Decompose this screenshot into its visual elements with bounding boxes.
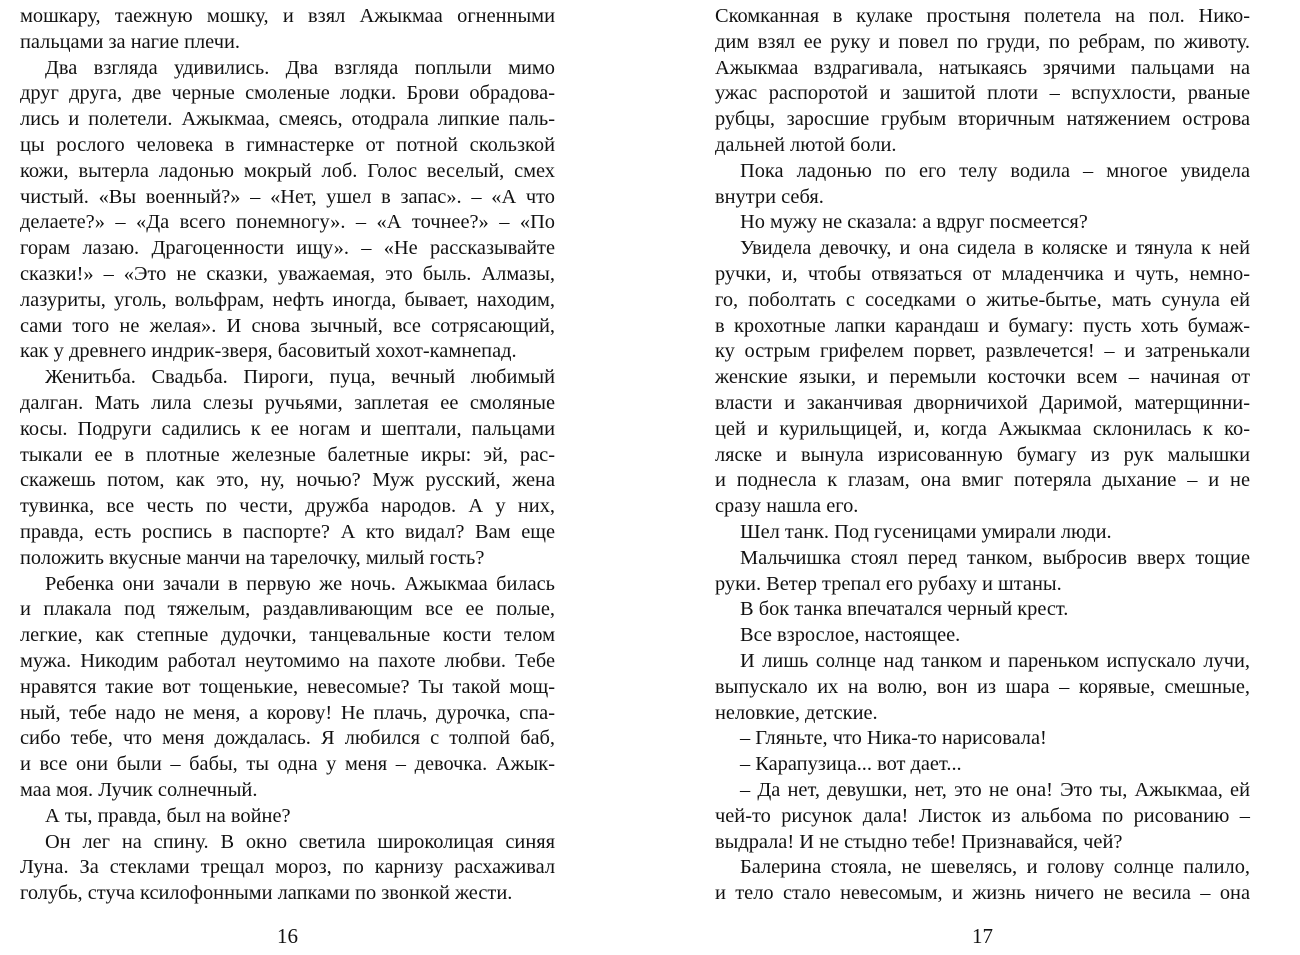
text-line: Скомканная в кулаке простыня полетела на пол. Нико- — [715, 5, 1250, 27]
text-line: Увидела девочку, и она сидела в коляске и тянула к ней — [740, 237, 1250, 260]
text-line: – Гляньте, что Ника-то нарисовала! — [740, 727, 1047, 750]
text-line: Но мужу не сказала: а вдруг посмеется? — [740, 211, 1088, 234]
text-line: Женитьба. Свадьба. Пироги, пуца, вечный любимый — [45, 366, 555, 389]
text-line: Он лег на спину. В окно светила широколицая синяя — [45, 830, 555, 853]
text-line: и поднесла к глазам, она вмиг потеряла дыхание – и не — [715, 469, 1250, 492]
text-line: Ажыкмаа вздрагивала, натыкаясь зрячими пальцами на — [715, 56, 1250, 79]
text-line: скажешь потом, как это, ну, ночью? Муж русский, жена — [20, 469, 555, 492]
text-line: сибо тебе, что меня дождалась. Я любился с толпой баб, — [20, 727, 555, 750]
text-line: Пока ладонью по его телу водила – многое увидела — [740, 159, 1250, 182]
text-line: руки. Ветер трепал его рубаху и штаны. — [715, 572, 1062, 595]
text-line: Луна. За стеклами трещал мороз, по карнизу расхаживал — [20, 856, 555, 879]
text-line: власти и заканчивая дворничихой Даримой, матерщинни- — [715, 391, 1250, 414]
text-line: далган. Мать лила слезы ручьями, заплетая ее смоляные — [20, 391, 555, 414]
text-line: цей и курильщицей, и, когда Ажыкмаа склонилась к ко- — [715, 417, 1250, 440]
text-line: делаете?» – «Да всего понемногу». – «А точнее?» – «По — [20, 211, 555, 234]
text-line: го, поболтать с соседками о житье-бытье, мать сунула ей — [715, 288, 1250, 311]
text-line: правда, есть роспись в паспорте? А кто видал? Вам еще — [20, 520, 555, 543]
left-page — [20, 0, 555, 955]
text-line: Мальчишка стоял перед танком, выбросив вверх тощие — [740, 546, 1250, 569]
text-line: мошкару, таежную мошку, и взял Ажыкмаа огненными — [20, 5, 555, 27]
text-line: неловкие, детские. — [715, 701, 878, 724]
text-line: сами того не желая». И снова зычный, все сотрясающий, — [20, 314, 555, 337]
text-line: чистый. «Вы военный?» – «Нет, ушел в запас». – «А что — [20, 185, 555, 208]
text-line: нравятся такие вот тощенькие, невесомые? Ты такой мощ- — [20, 675, 555, 698]
text-line: выпускало их на волю, вон из шара – корявые, смешные, — [715, 675, 1250, 698]
text-line: дальней лютой боли. — [715, 133, 897, 156]
text-line: сказки!» – «Это не сказки, уважаемая, это быль. Алмазы, — [20, 262, 555, 285]
right-page-text — [715, 4, 1250, 907]
text-line: пальцами за нагие плечи. — [20, 30, 240, 53]
text-line: внутри себя. — [715, 185, 824, 208]
text-line: рубцы, заросшие грубым вторичным натяжением острова — [715, 108, 1250, 131]
text-line: дим взял ее руку и повел по груди, по ребрам, по животу. — [715, 30, 1250, 53]
text-line: и тело стало невесомым, и жизнь ничего не весила – она — [715, 882, 1250, 905]
text-line: Балерина стояла, не шевелясь, и голову солнце палило, — [740, 856, 1250, 879]
text-line: тыкали ее в плотные железные балетные икры: эй, рас- — [20, 443, 555, 466]
left-page-text — [20, 4, 555, 907]
text-line: цы рослого человека в гимнастерке от потной скользкой — [20, 133, 555, 156]
text-line: горам лазаю. Драгоценности ищу». – «Не рассказывайте — [20, 237, 555, 260]
text-line: Шел танк. Под гусеницами умирали люди. — [740, 520, 1112, 543]
text-line: как у древнего индрик-зверя, басовитый хохот-камнепад. — [20, 340, 517, 363]
text-line: лись и полетели. Ажыкмаа, смеясь, отодрала липкие паль- — [20, 108, 555, 131]
text-line: друг друга, две черные смоленые лодки. Брови обрадова- — [20, 82, 555, 105]
text-line: ляске и вынула изрисованную бумагу из рук малышки — [715, 443, 1250, 466]
text-line: и плакала под тяжелым, раздавливающим все ее полые, — [20, 598, 555, 621]
text-line: женские языки, и перемыли косточки всем – начиная от — [715, 366, 1250, 389]
text-line: положить вкусные манчи на тарелочку, милый гость? — [20, 546, 485, 569]
text-line: выдрала! И не стыдно тебе! Признавайся, чей? — [715, 830, 1123, 853]
text-line: кожи, вытерла ладонью мокрый лоб. Голос веселый, смех — [20, 159, 555, 182]
text-line: Все взрослое, настоящее. — [740, 624, 961, 647]
text-line: легкие, как степные дудочки, танцевальные кости телом — [20, 624, 555, 647]
text-line: – Да нет, девушки, нет, это не она! Это ты, Ажыкмаа, ей — [740, 778, 1250, 801]
text-line: сразу нашла его. — [715, 495, 859, 518]
text-line: А ты, правда, был на войне? — [45, 804, 291, 827]
text-line: мужа. Никодим работал неутомимо на пахоте любви. Тебе — [20, 649, 555, 672]
text-line: тувинка, все честь по чести, дружба народов. А у них, — [20, 495, 555, 518]
left-page-number: 16 — [277, 924, 298, 948]
text-line: ручки, и, чтобы отвязаться от младенчика и чуть, немно- — [715, 262, 1250, 285]
text-line: Два взгляда удивились. Два взгляда поплыли мимо — [45, 56, 555, 79]
text-line: ужас распоротой и зашитой плоти – вспухлости, рваные — [715, 82, 1250, 105]
text-line: Ребенка они зачали в первую же ночь. Ажыкмаа билась — [45, 572, 555, 595]
right-page — [715, 0, 1250, 955]
text-line: лазуриты, уголь, вольфрам, нефть иногда, бывает, находим, — [20, 288, 555, 311]
text-line: ку острым грифелем порвет, развлечется! – и затренькали — [715, 340, 1250, 363]
text-line: В бок танка впечатался черный крест. — [740, 598, 1069, 621]
right-page-number: 17 — [972, 924, 993, 948]
text-line: ный, тебе надо не меня, а корову! Не плачь, дурочка, спа- — [20, 701, 555, 724]
text-line: и все они были – бабы, ты одна у меня – девочка. Ажык- — [20, 753, 555, 776]
text-line: маа моя. Лучик солнечный. — [20, 778, 258, 801]
text-line: в крохотные лапки карандаш и бумагу: пусть хоть бумаж- — [715, 314, 1250, 337]
text-line: голубь, стуча ксилофонными лапками по звонкой жести. — [20, 882, 513, 905]
text-line: чей-то рисунок дала! Листок из альбома по рисованию – — [715, 804, 1250, 827]
text-line: косы. Подруги садились к ее ногам и шептали, пальцами — [20, 417, 555, 440]
text-line: – Карапузица... вот дает... — [740, 753, 962, 776]
text-line: И лишь солнце над танком и пареньком испускало лучи, — [740, 649, 1250, 672]
